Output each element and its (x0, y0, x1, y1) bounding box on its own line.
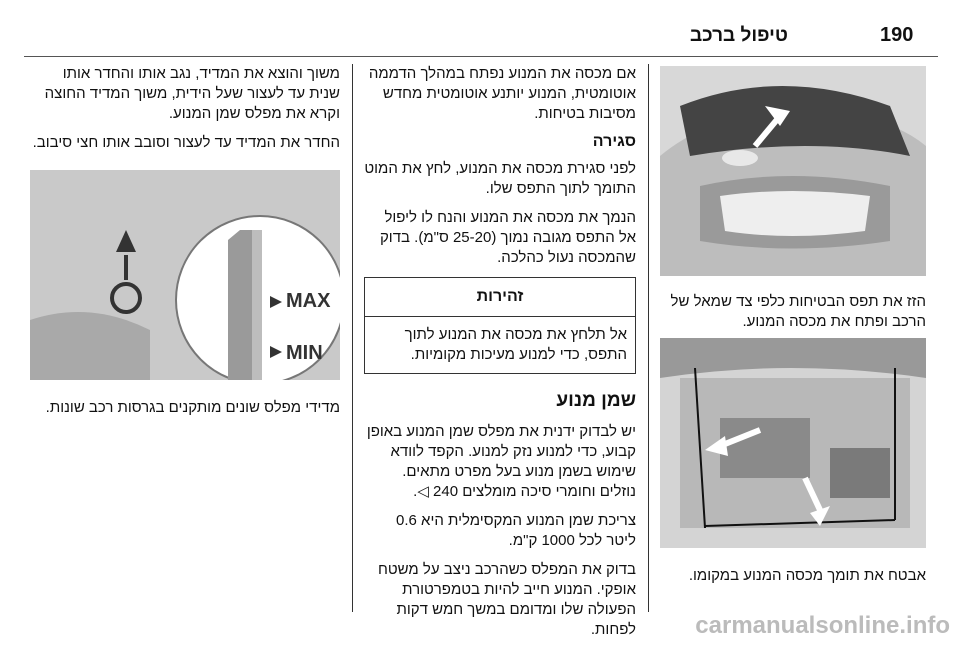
header-rule (24, 56, 938, 57)
warning-text: אל תלחץ את מכסה את המנוע לתוך התפס, כדי למנוע מעיכות מקומיות. (404, 326, 627, 363)
column-divider-right (648, 64, 649, 612)
oil-paragraph-3: בדוק את המפלס כשהרכב ניצב על משטח אופקי. המנוע חייב להיות בטמפרטורת הפעולה שלו ומדומם במשך חמש דקות לפחות. (377, 561, 636, 638)
closing-paragraph-2: הנמך את מכסה את המנוע והנח לו ליפול אל התפס מגובה נמוך (25-20 ס"מ). בדוק שהמכסה נעול כהלכה. (379, 209, 636, 266)
dipstick-paragraph-1: משוך והוצא את המדיד, נגב אותו והחדר אותו שנית עד לעצור שעל הידית, משוך המדיד החוצה וקרא את מפלס שמן המנוע. (44, 65, 340, 122)
hood-latch-caption: הזז את תפס הבטיחות כלפי צד שמאל של הרכב ופתח את מכסה המנוע. (670, 293, 926, 330)
column-divider-left (352, 64, 353, 612)
watermark: carmanualsonline.info (695, 612, 950, 639)
middle-column (364, 64, 636, 649)
engine-oil-heading: שמן מנוע (556, 390, 636, 411)
hood-support-caption: אבטח את תומך מכסה המנוע במקומו. (688, 567, 926, 584)
hood-opening-illustration (660, 66, 926, 276)
oil-paragraph-2: צריכת שמן המנוע המקסימלית היא 0.6 ליטר לכל 1000 ק"מ. (396, 512, 636, 549)
left-column (30, 64, 340, 162)
closing-paragraph-1: לפני סגירת מכסה את המנוע, לחץ את המוט התומך לתוך התפס שלו. (364, 160, 636, 197)
dipstick-caption: מדידי מפלס שונים מותקנים בגרסות רכב שונות. (45, 399, 340, 416)
dipstick-paragraph-2: החדר את המדיד עד לעצור וסובב אותו חצי סיבוב. (32, 134, 340, 151)
dipstick-max-label: MAX (286, 290, 331, 312)
closing-heading: סגירה (592, 133, 636, 150)
hood-support-illustration (660, 338, 926, 548)
dipstick-illustration (30, 170, 340, 380)
page-title: טיפול ברכב (690, 25, 788, 46)
warning-box (364, 277, 636, 374)
warning-title: זהירות (365, 278, 635, 317)
page-number: 190 (880, 24, 914, 46)
oil-paragraph-1: יש לבדוק ידנית את מפלס שמן המנוע באופן קבוע, כדי למנוע נזק למנוע. הקפד לוודא שימוש בשמן מנוע בעל מפרט מתאים. נוזלים וחומרי סיכה מומלצים 240 ◁. (366, 423, 636, 500)
dipstick-min-label: MIN (286, 342, 323, 364)
autostop-paragraph: אם מכסה את המנוע נפתח במהלך הדממה אוטומטית, המנוע יותנע אוטומטית מחדש מסיבות בטיחות. (368, 65, 636, 122)
